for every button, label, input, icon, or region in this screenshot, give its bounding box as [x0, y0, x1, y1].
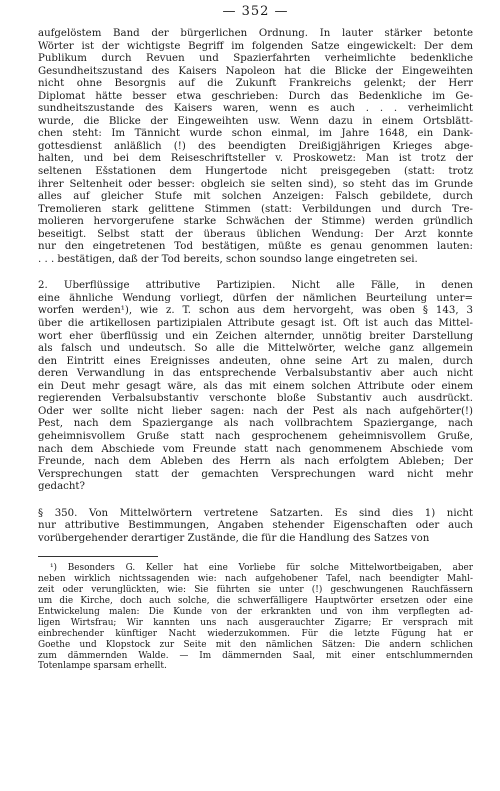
footnote-divider	[38, 556, 158, 557]
text-line: ein Deut mehr gesagt wäre, als das mit einem solchen Attribute oder einem	[38, 380, 473, 392]
text-line: nicht ohne Besorgnis auf die Zukunft Frankreichs gelenkt; der Herr	[38, 78, 473, 90]
text-line: regierenden Verbalsubstantiv verschonte bloße Substantiv auch ausdrückt.	[38, 393, 473, 405]
text-line: 2. Überflüssige attributive Partizipien. Nicht alle Fälle, in denen	[38, 280, 473, 292]
text-line: den Eintritt eines Ereignisses andeuten, ohne seine Art zu malen, durch	[38, 355, 473, 367]
text-line: als falsch und undeutsch. So alle die Mittelwörter, welche ganz allgemein	[38, 343, 473, 355]
footnote-line: Entwickelung malen: Die Kunde von der erkrankten und von ihm verpflegten ad-	[38, 606, 473, 617]
text-line: alles auf gleicher Stufe mit solchen Anzeigen: Falsch gebildete, durch	[38, 191, 473, 203]
page-number: — 352 —	[222, 4, 289, 19]
text-line: eine ähnliche Wendung vorliegt, dürfen der nämlichen Beurteilung unter=	[38, 292, 473, 304]
text-line: ihrer Seltenheit oder besser: obgleich sie selten sind), so steht das im Grunde	[38, 178, 473, 190]
footnote-line: Totenlampe sparsam erhellt.	[38, 661, 167, 672]
footnote	[38, 563, 473, 672]
text-line: Gesundheitszustand des Kaisers Napoleon hat die Blicke der Eingeweihten	[38, 65, 473, 77]
text-line: deren Verwandlung in das entsprechende Verbalsubstantiv aber auch nicht	[38, 368, 473, 380]
text-line: gottesdienst anläßlich (!) des beendigten Dreißigjährigen Krieges abge-	[38, 140, 473, 152]
text-line: wort eher überflüssig und ein Zeichen alternder, unnötig breiter Darstellung	[38, 330, 473, 342]
text-line: worfen werden¹), wie z. T. schon aus dem hervorgeht, was oben § 143, 3	[38, 305, 473, 317]
text-line: sundheitszustande des Kaisers waren, wenn es auch . . . verheimlicht	[38, 103, 473, 115]
text-line: vorübergehender derartiger Zustände, die für die Handlung des Satzes von	[38, 532, 430, 544]
footnote-line: Goethe und Klopstock zur Seite mit den nämlichen Sätzen: Die andern schlichen	[38, 639, 473, 650]
text-line: Diplomat hätte besser etwa geschrieben: Durch das Bedenkliche im Ge-	[38, 90, 473, 102]
paragraph-1	[38, 28, 473, 266]
text-line: . . . bestätigen, daß der Tod bereits, schon soundso lange eingetreten sei.	[38, 253, 418, 265]
text-line: Publikum durch Revuen und Spazierfahrten verheimlichte bedenkliche	[38, 53, 473, 65]
paragraph-section-350	[38, 508, 473, 546]
text-line: chen steht: Im Tännicht wurde schon einmal, im Jahre 1648, ein Dank-	[38, 128, 473, 140]
footnote-line: zeit oder verunglückten, wie: Sie führten sie unter (!) geschwungenen Rauchfässern	[38, 585, 473, 596]
text-line: Pest, nach dem Spaziergange als nach vollbrachtem Spaziergange, nach	[38, 418, 473, 430]
text-line: wurde, die Blicke der Eingeweihten usw. Wenn dazu in einem Ortsblätt-	[38, 115, 473, 127]
text-line: nach dem Abschiede vom Freunde statt nach genommenem Abschiede vom	[38, 443, 473, 455]
footnote-line: neben wirklich nichtssagenden wie: nach aufgehobener Tafel, nach beendigter Mahl-	[38, 574, 473, 585]
text-line: geheimnisvollem Gruße statt nach gesprochenem geheimnisvollem Gruße,	[38, 430, 473, 442]
footnote-line: ¹) Besonders G. Keller hat eine Vorliebe für solche Mittelwortbeigaben, aber	[50, 563, 473, 574]
text-line: nur den eingetretenen Tod bestätigen, müßte es genau genommen lauten:	[38, 241, 473, 253]
text-line: Wörter ist der wichtigste Begriff im folgenden Satze eingewickelt: Der dem	[38, 40, 473, 52]
footnote-line: ligen Wirtsfrau; Wir kannten uns nach ausgerauchter Zigarre; Er versprach mit	[38, 617, 473, 628]
main-text	[38, 28, 473, 545]
text-line: Tremolieren stark gelittene Stimmen (statt: Verbildungen und durch Tre-	[38, 203, 473, 215]
text-line: seltenen Ešstationen dem Hungertode nicht preisgegeben (statt: trotz	[38, 166, 473, 178]
text-line: halten, und bei dem Reiseschriftsteller v. Proskowetz: Man ist trotz der	[38, 153, 473, 165]
text-line: aufgelöstem Band der bürgerlichen Ordnung. In lauter stärker betonte	[38, 28, 473, 39]
text-line: Oder wer sollte nicht lieber sagen: nach der Pest als nach aufgehörter(!)	[38, 405, 473, 417]
text-line: über die artikellosen partizipialen Attribute gesagt ist. Oft ist auch das Mittel-	[38, 318, 473, 330]
text-line: § 350. Von Mittelwörtern vertretene Satzarten. Es sind dies 1) nicht	[38, 507, 473, 519]
text-line: Freunde, nach dem Ableben des Herrn als nach erfolgtem Ableben; Der	[38, 456, 473, 468]
text-line: Versprechungen statt der gemachten Versprechungen ward nicht mehr	[38, 468, 473, 480]
text-line: molieren hervorgerufene starke Schwächen der Stimme) werden gründlich	[38, 216, 473, 228]
footnote-line: zum dämmernden Walde. — Im dämmernden Saal, mit einer entschlummernden	[38, 650, 473, 661]
footnote-line: einbrechender künftiger Nacht wiederzukommen. Für die letzte Fügung hat er	[38, 628, 473, 639]
footnote-line: um die Kirche, doch auch solche, die schwerfälligere Hauptwörter ersetzen oder eine	[38, 596, 473, 607]
text-line: beseitigt. Selbst statt der überaus üblichen Wendung: Der Arzt konnte	[38, 228, 473, 240]
text-line: gedacht?	[38, 481, 85, 493]
paragraph-2-section-2	[38, 280, 473, 493]
book-page	[38, 4, 473, 672]
text-line: nur attributive Bestimmungen, Angaben stehender Eigenschaften oder auch	[38, 520, 473, 532]
